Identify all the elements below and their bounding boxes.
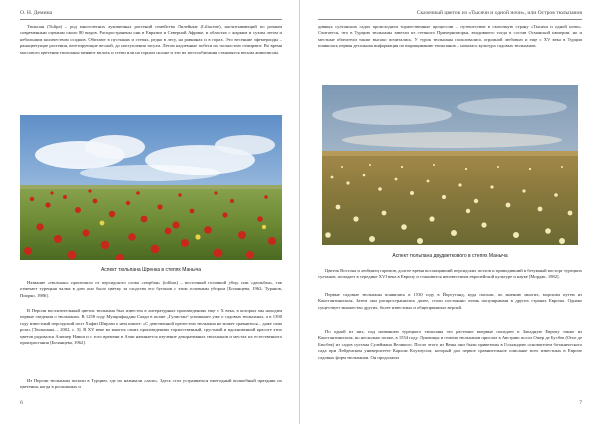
right-page — [300, 0, 600, 424]
header-rule — [318, 19, 582, 20]
running-header-title: Сказочный цветок из «Тысячи и одной ночи», или Остров тюльпанов — [416, 10, 582, 16]
paragraph: дивных султанских садах происходили торжественные процессии – путешествие в сказочную страну «Тысячи и одной ночи». Считается, что в Турцию тюльпаны завезли из степного Причерноморья, входившего тогда в состав Османской империи, но и местные обитатели также высоко почитались. У турок тюльпаны пользовались огромной любовью и еще с XV века в Турции появилась первая детальная информация по выращиванию тюльпанов – началась культура садовых тюльпанов. — [318, 24, 582, 49]
tulip-field-image — [322, 85, 578, 245]
header-rule — [20, 19, 282, 20]
paragraph: Первые садовые тюльпаны появились в 1530 году в Йоргутанд, куда попали, по мнению многих, морским путем из Константинополя. Затем они распространились далее, стали постоянно очень популярными в других странах Европы. Однако существует множество других, более известных и общепринятых версий. — [318, 292, 582, 310]
tulip-steppe-photo — [20, 115, 282, 260]
photo-caption: Аспект тюльпана двудветкового в степях Маныча — [392, 253, 508, 259]
paragraph: Тюльпан (Tulipa) – род многолетних луковичных растений семейства Лилейные (Liliaceae), насчитывающий по разным современным оценкам около 80 видов. Распространены они в Евразии и Северной Африке, в областях с жарким и сухим летом и небольшим количеством осадков. Обитают в пустынях и степях, редко в лесу, на равнинах и в горах. Это весенние эфемероиды – раноцветущие растения, вегетирующие весной, до наступления засухи. Летом надземные побеги их полностью отмирают. Во время массового цветения тюльпаны меняют вплоть и степи или на горном склоне и эти их местообитания становятся весьма живописны. — [20, 24, 282, 55]
tulip-steppe-photo — [322, 85, 578, 245]
photo-caption: Аспект тюльпана Шренка в степях Маныча — [100, 267, 202, 273]
tulip-field-image — [20, 115, 282, 260]
paragraph: Из Персии тюльпаны попали в Турцию, где их называли «лале». Здесь стал устраиваться ежегодный волшебный праздник их цветения, когда в роскошных и — [20, 378, 282, 390]
running-header-author: О. Н. Демина — [20, 10, 53, 16]
paragraph: По одной из них, под названием турецкого тюльпана это растение впервые попадает в Западную Европу также из Константинополя, но несколько позже, в 1554 году. Луковицы и семена тюльпанов прислал в Австрию посол Ожер де Бусбек (Огье де Бюсбек) из садов султана Сулеймана Великого. После этого из Вены они были привезены в Голландию основателем ботанического сада при Лейденском университете Карлом Клузиусом, который дал первое сравнительное описание всех известных в Европе садовых форм тюльпанов. Он продолжил — [318, 329, 582, 360]
paragraph: В Персии восхитительный цветок тюльпана был известен в литературных произведениях еще с X века, в которых мы находим первые сведения о тюльпанах. В 1258 году Мушрифаддин Саади в поэме „Гулистан“ упоминает уже о садовых тюльпанах, а в 1390 году известный персидский поэт Хафиз Ширази о нем пишет: «С девственной прелестью тюльпана не может сравниться... даже сама роза» [Тюльпаны..., 2002, с. 3]. В XV веке во многих своих произведениях торжественный, грустный и вдохновенной красоте этих цветов радовался Алишер Навои и с того времени в Азии начинается изучение декоративных тюльпанов и местах их естественного произрастания [Бочанцева, 1962]. — [20, 308, 282, 346]
paragraph: Название «тюльпан» произошло от персидского слова «тюрбан» (tolibas) – восточный головной убор, или «дюльбан», так отмечает турецкая чалма в длю оно было цветку за сходство его бутонов с этим головным убором [Бочанцева, 1962; Туранов, Пиорко, 1986]. — [20, 280, 282, 298]
page-number: 6 — [20, 400, 23, 406]
page-number: 7 — [579, 400, 582, 406]
paragraph: Цветок Востока и любимец гаремов, долгое время восхищавший персидских поэтов и приводивший в безумный восторг турецких султанов, попадает в середине XVI века в Европу и становится неизвестным европейской культуре и науке [Мордак, 1982]. — [318, 268, 582, 280]
